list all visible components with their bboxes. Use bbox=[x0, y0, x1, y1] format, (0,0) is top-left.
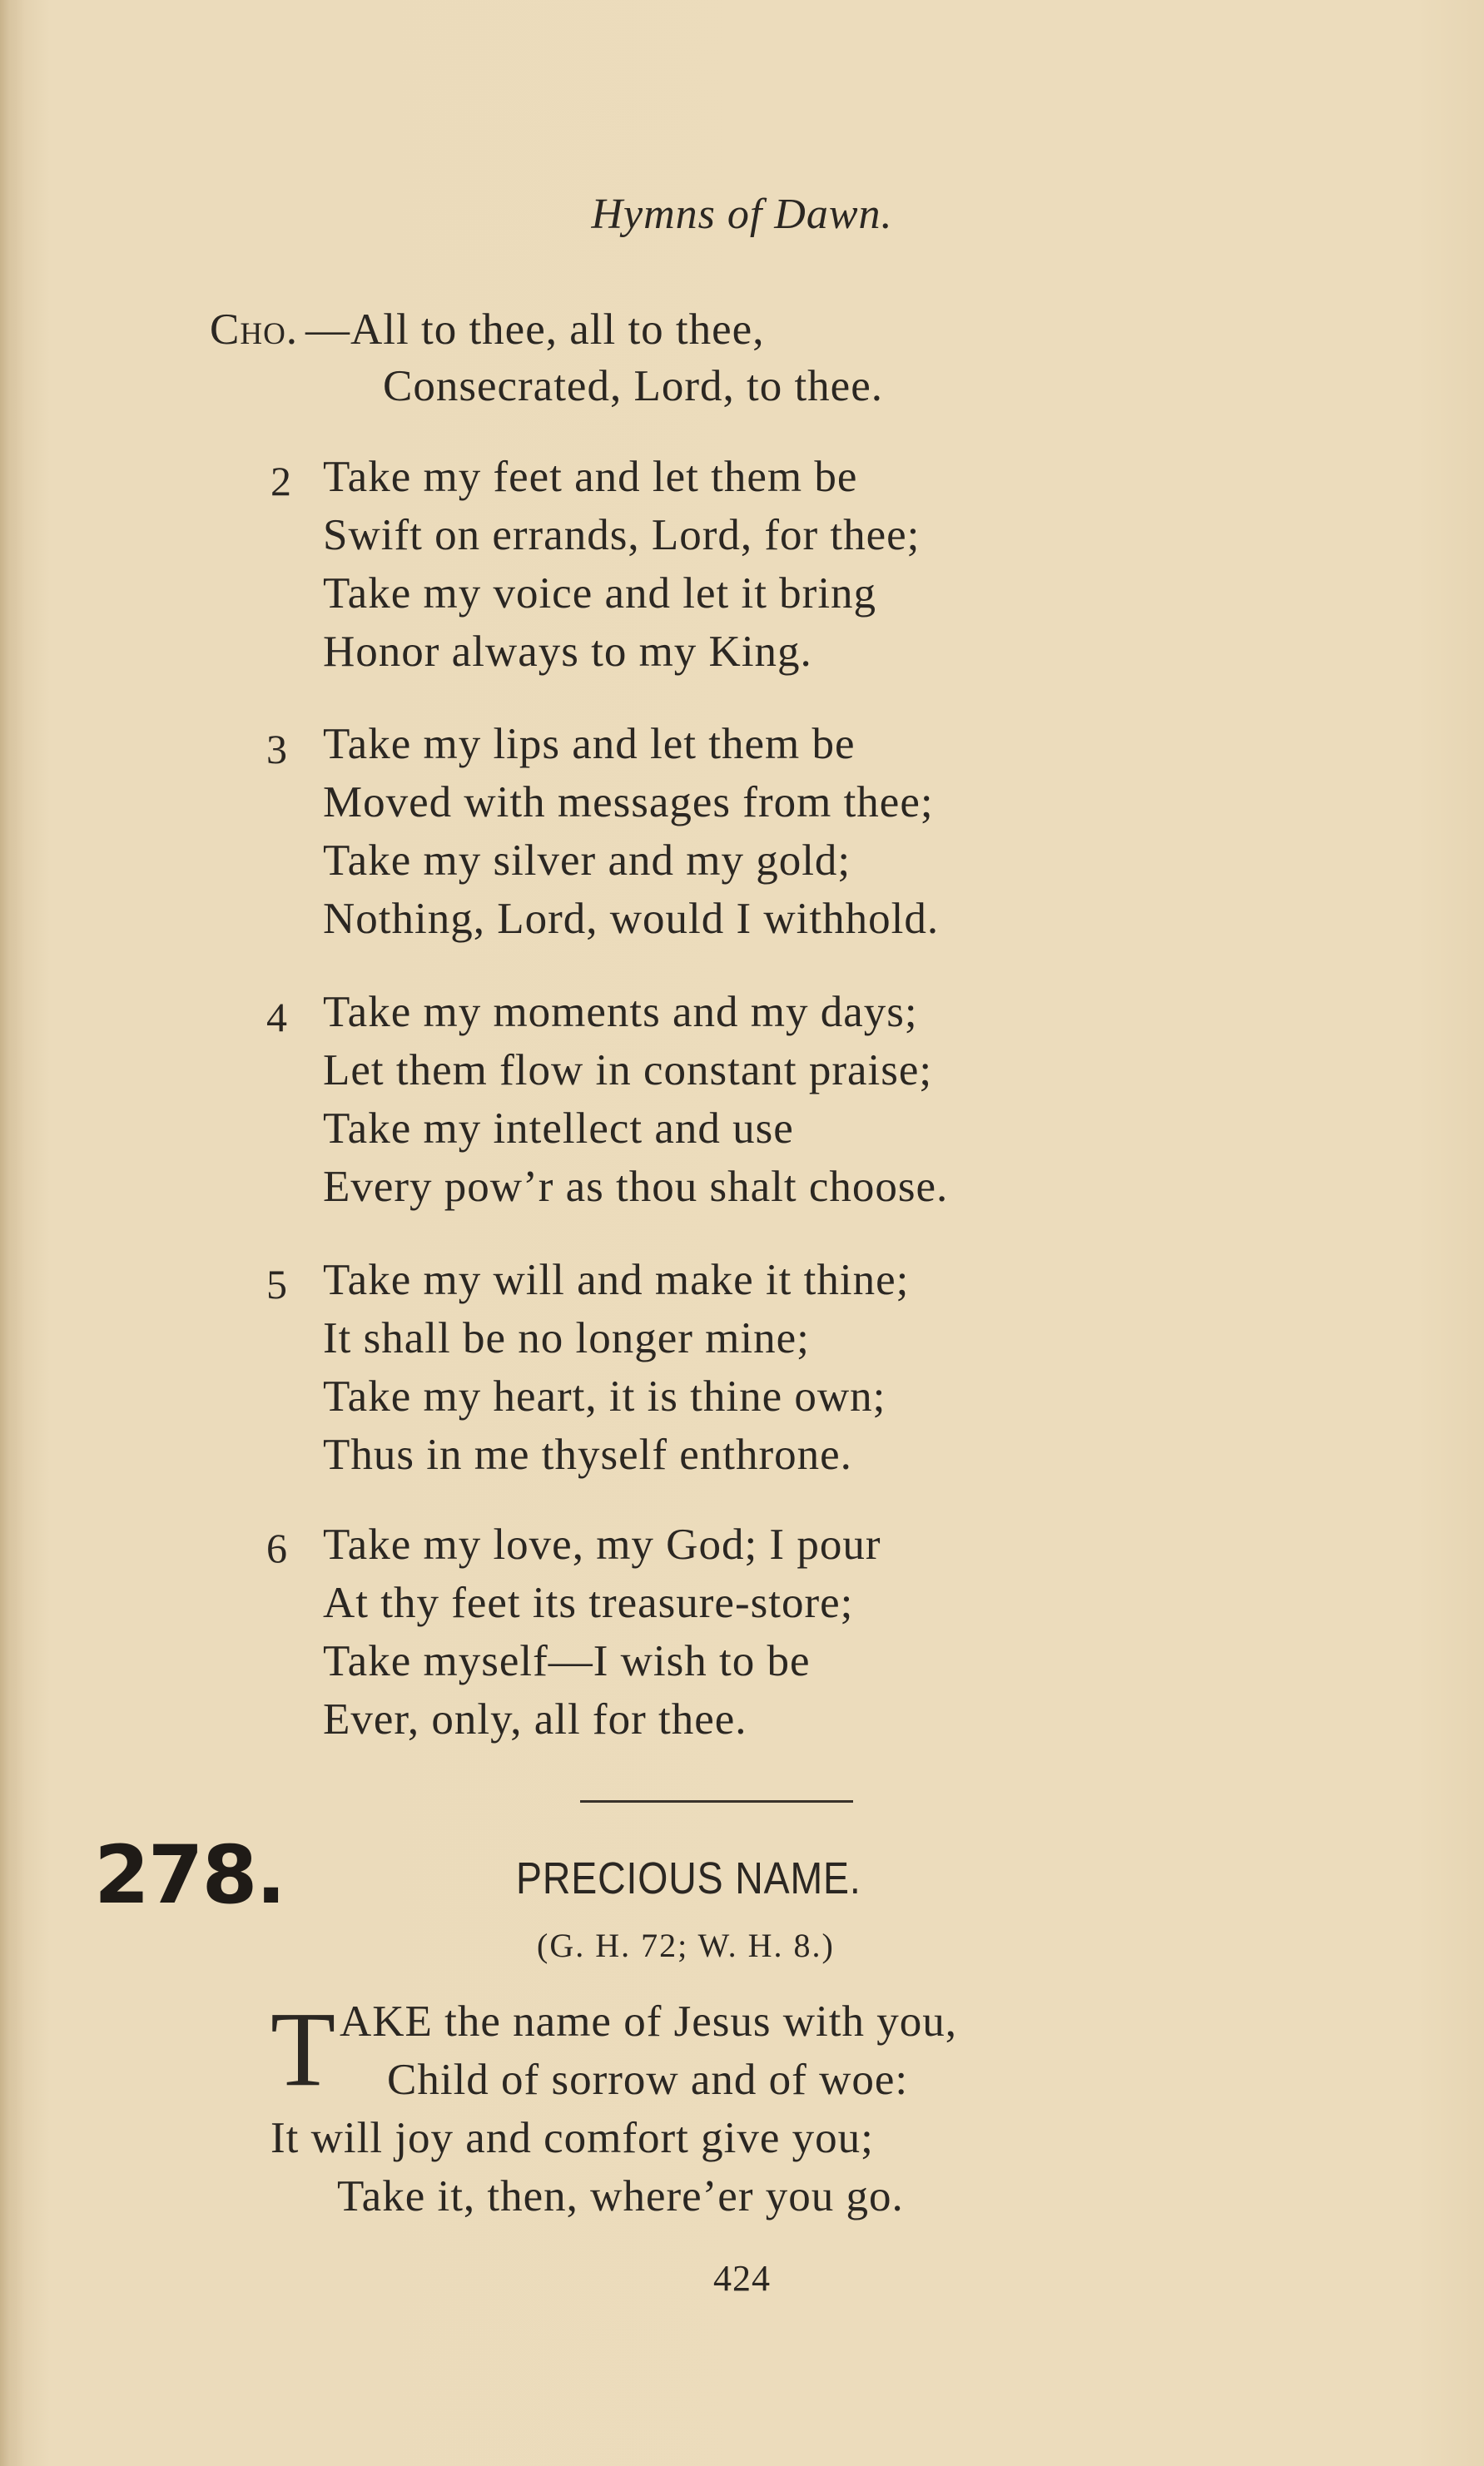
verse-line: Take my will and make it thine; bbox=[323, 1256, 910, 1304]
hymn-line: AKE the name of Jesus with you, bbox=[340, 1997, 957, 2046]
drop-cap: T bbox=[270, 1990, 336, 2108]
verse-line: Take myself—I wish to be bbox=[323, 1637, 811, 1685]
hymn-line: It will joy and comfort give you; bbox=[270, 2114, 874, 2162]
verse-number: 3 bbox=[266, 726, 287, 772]
chorus-line: Consecrated, Lord, to thee. bbox=[383, 362, 883, 410]
page-gutter bbox=[0, 0, 25, 2466]
verse-line: Nothing, Lord, would I withhold. bbox=[323, 895, 940, 943]
verse-line: Take my lips and let them be bbox=[323, 720, 856, 768]
verse-line: Take my heart, it is thine own; bbox=[323, 1372, 886, 1421]
verse-number: 6 bbox=[266, 1525, 287, 1571]
verse-line: Take my voice and let it bring bbox=[323, 569, 877, 618]
verse-line: Take my moments and my days; bbox=[323, 988, 918, 1036]
tune-reference: (G. H. 72; W. H. 8.) bbox=[537, 1927, 835, 1964]
chorus-line: —All to thee, all to thee, bbox=[305, 305, 765, 354]
running-head: Hymns of Dawn. bbox=[591, 191, 893, 238]
verse-line: Take my feet and let them be bbox=[323, 453, 858, 501]
section-divider bbox=[580, 1800, 853, 1803]
verse-line: Ever, only, all for thee. bbox=[323, 1695, 747, 1744]
verse-line: Thus in me thyself enthrone. bbox=[323, 1431, 852, 1479]
hymn-title: PRECIOUS NAME. bbox=[516, 1853, 861, 1903]
verse-line: It shall be no longer mine; bbox=[323, 1314, 810, 1362]
verse-line: Take my intellect and use bbox=[323, 1104, 794, 1153]
verse-line: Take my love, my God; I pour bbox=[323, 1521, 881, 1569]
chorus-label: Cho. bbox=[210, 305, 299, 354]
verse-line: Let them flow in constant praise; bbox=[323, 1046, 933, 1094]
hymn-line: Child of sorrow and of woe: bbox=[387, 2056, 909, 2104]
hymn-line: Take it, then, where’er you go. bbox=[337, 2172, 904, 2220]
verse-line: Every pow’r as thou shalt choose. bbox=[323, 1163, 949, 1211]
verse-line: Swift on errands, Lord, for thee; bbox=[323, 511, 921, 559]
hymn-number: 278. bbox=[94, 1828, 285, 1922]
verse-line: Take my silver and my gold; bbox=[323, 836, 851, 885]
page-number: 424 bbox=[713, 2258, 771, 2299]
verse-line: Honor always to my King. bbox=[323, 628, 812, 676]
verse-number: 5 bbox=[266, 1261, 287, 1307]
verse-number: 4 bbox=[266, 994, 287, 1040]
verse-number: 2 bbox=[270, 458, 291, 504]
verse-line: Moved with messages from thee; bbox=[323, 778, 934, 826]
verse-line: At thy feet its treasure-store; bbox=[323, 1579, 854, 1627]
